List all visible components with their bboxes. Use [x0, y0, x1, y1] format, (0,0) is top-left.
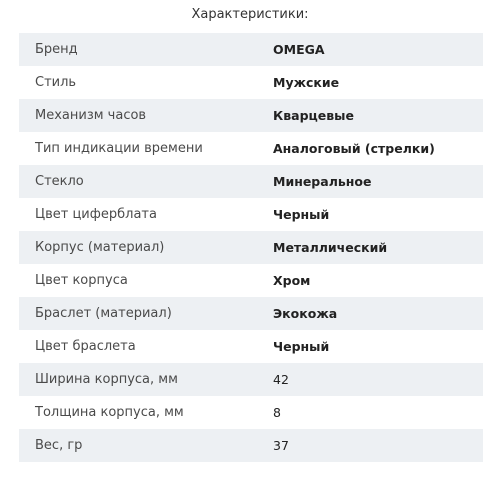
spec-label: Тип индикации времени [35, 141, 203, 156]
spec-value: Кварцевые [273, 108, 354, 123]
spec-row-display-type [19, 132, 483, 165]
spec-label: Механизм часов [35, 108, 147, 123]
spec-label: Цвет корпуса [35, 273, 128, 288]
spec-value: Металлический [273, 240, 388, 255]
spec-row-case-material [19, 231, 483, 264]
spec-row-glass [19, 165, 483, 198]
spec-row-case-color [19, 264, 483, 297]
spec-row-weight [19, 429, 483, 462]
spec-row-dial-color [19, 198, 483, 231]
spec-value: Черный [273, 339, 330, 354]
specs-title: Характеристики: [191, 7, 309, 22]
spec-value: OMEGA [273, 42, 325, 57]
spec-value: 42 [273, 372, 289, 387]
spec-label: Бренд [35, 42, 78, 57]
spec-label: Цвет циферблата [35, 207, 157, 222]
spec-label: Стиль [35, 75, 77, 90]
spec-row-movement [19, 99, 483, 132]
spec-label: Толщина корпуса, мм [35, 405, 184, 420]
spec-label: Корпус (материал) [35, 240, 165, 255]
spec-row-brand [19, 33, 483, 66]
spec-row-case-width [19, 363, 483, 396]
spec-value: Черный [273, 207, 330, 222]
spec-label: Цвет браслета [35, 339, 136, 354]
spec-row-case-thickness [19, 396, 483, 429]
spec-label: Ширина корпуса, мм [35, 372, 178, 387]
spec-value: Аналоговый (стрелки) [273, 141, 435, 156]
spec-value: Экокожа [273, 306, 338, 321]
spec-label: Браслет (материал) [35, 306, 172, 321]
specs-table [19, 33, 483, 462]
spec-row-strap-material [19, 297, 483, 330]
spec-label: Стекло [35, 174, 84, 189]
spec-row-strap-color [19, 330, 483, 363]
spec-value: 37 [273, 438, 289, 453]
spec-value: Минеральное [273, 174, 372, 189]
spec-value: Мужские [273, 75, 340, 90]
spec-row-style [19, 66, 483, 99]
spec-value: 8 [273, 405, 281, 420]
spec-label: Вес, гр [35, 438, 83, 453]
spec-value: Хром [273, 273, 311, 288]
